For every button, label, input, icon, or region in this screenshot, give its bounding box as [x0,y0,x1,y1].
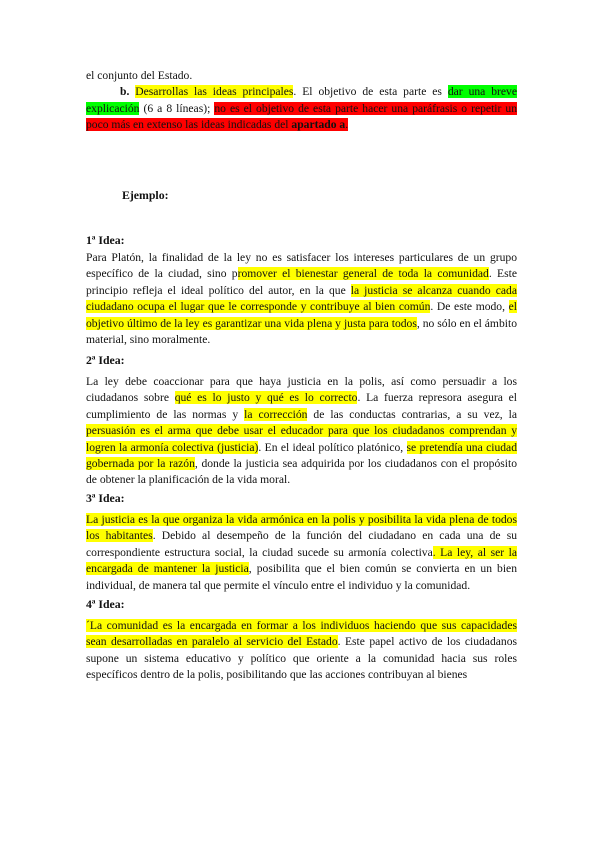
item-b-red: no es el objetivo de esta parte hacer una paráfrasis o repetir un poco más en extenso las ideas indicadas del [86,101,518,132]
ejemplo-heading: Ejemplo: [122,188,169,202]
paragraph-text: de las conductas contrarias, a su vez, la [307,407,518,421]
idea-1-heading: 1ª Idea: [86,233,125,247]
highlighted-text: ´La comunidad es la encargada en formar a los individuos haciendo que sus capacidades sean desarrolladas en paralelo al servicio del Estado [86,619,517,649]
paragraph-text: , posibilita que el bien común se convierta en un bien individual, de manera tal que permite el vínculo entre el individuo y la comunidad. [86,562,517,592]
paragraph-text: . Debido al desempeño de la función del ciudadano en cada una de su correspondiente estructura social, la ciudad sucede su armonía colectiva [86,529,517,559]
item-b-red-end: . [345,118,349,132]
paragraph-text: . Este papel activo de los ciudadanos supone un sistema educativo y político que oriente a la comunidad hacia sus roles específicos dentro de la polis, posibilitando que las acciones contribuyan al bienes [86,635,517,682]
highlighted-text: la justicia se alcanza cuando cada ciudadano ocupa el lugar que le corresponde y contribuye al bien común [86,283,517,314]
item-b-after: . El objetivo de esta parte es [293,85,448,99]
paragraph-text: . De este modo, [430,300,509,314]
paragraph-text: La ley debe coaccionar para que haya justicia en la polis, así como persuadir a los ciudadanos sobre [86,375,517,405]
item-b-label: b. [120,85,130,99]
item-b-highlight: Desarrollas las ideas principales [135,85,294,99]
item-b-paren: (6 a 8 líneas); [139,101,215,115]
highlighted-text: persuasión es el arma que debe usar el educador para que los ciudadanos comprendan y logren la armonía colectiva (justicia) [86,424,517,454]
paragraph-text: Para Platón, la finalidad de la ley no es satisfacer los intereses particulares de un grupo específico de la ciudad, sino p [86,251,517,281]
idea-3-heading: 3ª Idea: [86,491,125,505]
highlighted-text: La justicia es la que organiza la vida armónica en la polis y posibilita la vida plena de todos los habitantes [86,513,517,543]
paragraph-text: , no sólo en el ámbito material, sino moralmente. [86,316,517,347]
idea-4-paragraph [86,618,517,684]
idea-4-heading: 4ª Idea: [86,597,125,611]
item-b-green: dar una breve explicación [86,85,517,115]
paragraph-text: . La fuerza represora asegura el cumplimiento de las normas y [86,391,517,421]
paragraph-text: , donde la justicia sea adquirida por los ciudadanos con el propósito de obtener la planificación de la vida moral. [86,457,517,487]
idea-3-paragraph [86,512,517,594]
paragraph-text: . En el ideal político platónico, [258,440,407,454]
idea-2-paragraph [86,374,517,489]
highlighted-text: el objetivo último de la ley es garantizar una vida plena y justa para todos [86,300,518,330]
highlighted-text: la corrección [244,407,308,421]
idea-1-paragraph [86,250,517,348]
idea-2-heading: 2ª Idea: [86,353,125,367]
item-b-red-bold: apartado a [291,118,346,132]
highlighted-text: . La ley, al ser la encargada de mantener la justicia [86,545,518,576]
highlighted-text: romover el bienestar general de toda la comunidad [237,267,489,281]
paragraph-text: . Este principio refleja el ideal político del autor, en la que [86,267,517,297]
highlighted-text: qué es lo justo y qué es lo correcto [174,391,358,405]
intro-line-text: el conjunto del Estado. [86,69,193,82]
highlighted-text: se pretendía una ciudad gobernada por la razón [86,440,517,471]
intro-line [86,68,517,134]
